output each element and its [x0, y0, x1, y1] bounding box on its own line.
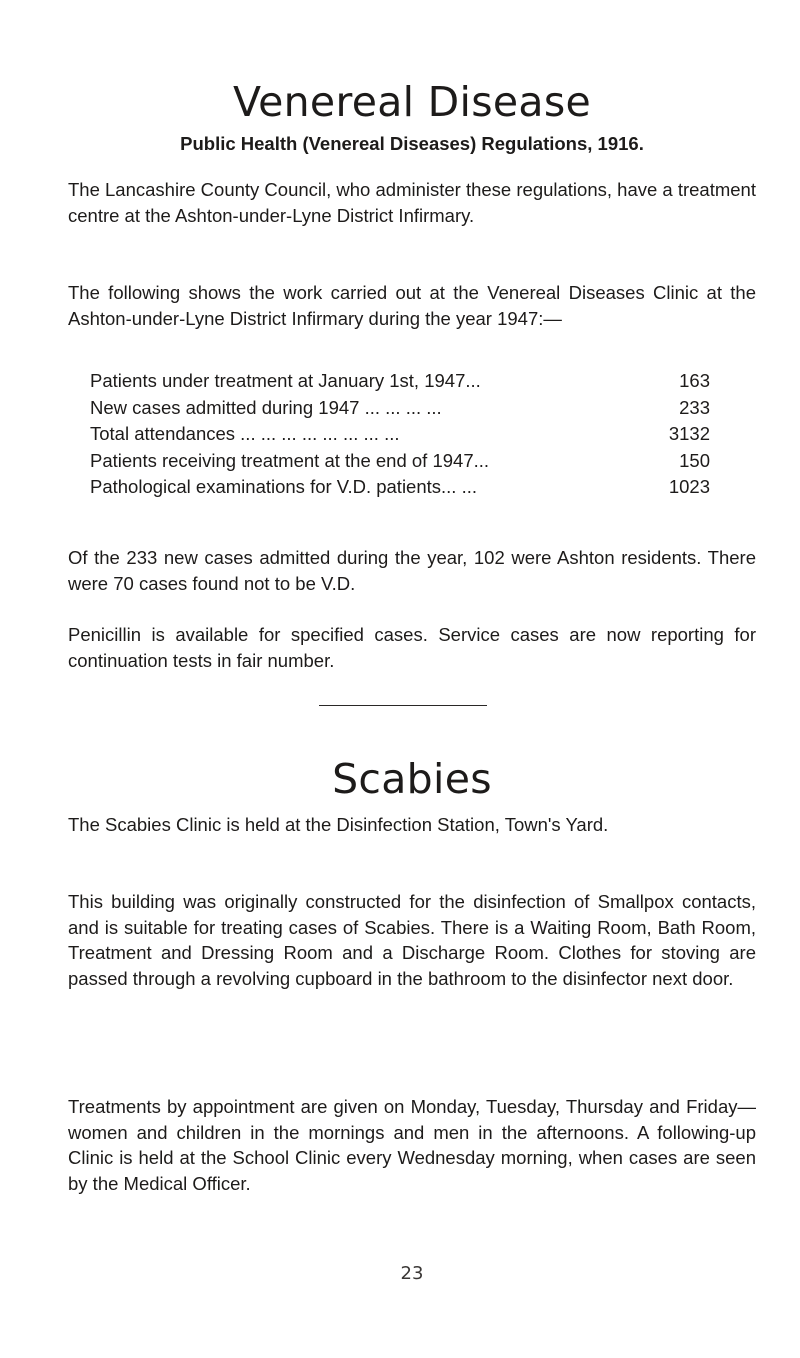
- stat-row: [90, 421, 710, 448]
- scabies-paragraph-3: Treatments by appointment are given on Monday, Tuesday, Thursday and Friday—women and children in the mornings and men in the afternoons. A following-up Clinic is held at the School Clinic every Wednesday morning, when cases are seen by the Medical Officer.: [68, 1096, 756, 1194]
- vd-statistics-list: [90, 368, 710, 501]
- stat-row: [90, 395, 710, 422]
- scabies-paragraph-2: This building was originally constructed for the disinfection of Smallpox contacts, and is suitable for treating cases of Scabies. There is a Waiting Room, Bath Room, Treatment and Dressing Room and a Discharge Room. Clothes for stoving are passed through a revolving cupboard in the bathroom to the disinfector next door.: [68, 891, 756, 989]
- regulations-subtitle: Public Health (Venereal Diseases) Regulations, 1916.: [180, 133, 644, 154]
- vd-paragraph-3: Of the 233 new cases admitted during the year, 102 were Ashton residents. There were 70 cases found not to be V.D.: [68, 547, 756, 594]
- stat-value: 233: [679, 396, 710, 418]
- stat-label: Patients under treatment at January 1st, 1947...: [90, 370, 481, 391]
- stat-row: [90, 448, 710, 475]
- stat-row: [90, 368, 710, 395]
- stat-value: 150: [679, 449, 710, 471]
- stat-label: New cases admitted during 1947 ... ... ... ...: [90, 396, 442, 418]
- stat-label: Patients receiving treatment at the end of 1947...: [90, 449, 490, 471]
- stat-value: 3132: [668, 423, 710, 444]
- scabies-heading: Scabies: [332, 755, 492, 803]
- scabies-paragraph-1: The Scabies Clinic is held at the Disinfection Station, Town's Yard.: [68, 814, 609, 835]
- section-divider: [319, 705, 487, 706]
- vd-paragraph-2: The following shows the work carried out at the Venereal Diseases Clinic at the Ashton-under-Lyne District Infirmary during the year 1947:—: [68, 282, 756, 329]
- stat-label: Total attendances ... ... ... ... ... ... ... ...: [90, 423, 400, 444]
- vd-paragraph-1: The Lancashire County Council, who administer these regulations, have a treatment centre at the Ashton-under-Lyne District Infirmary.: [68, 179, 756, 226]
- stat-label: Pathological examinations for V.D. patients... ...: [90, 476, 478, 497]
- stat-row: [90, 474, 710, 501]
- stat-value: 1023: [668, 476, 710, 497]
- page-number: 23: [400, 1263, 424, 1284]
- vd-paragraph-4: Penicillin is available for specified cases. Service cases are now reporting for continuation tests in fair number.: [68, 624, 756, 671]
- stat-value: 163: [679, 370, 710, 391]
- venereal-disease-heading: Venereal Disease: [232, 78, 592, 126]
